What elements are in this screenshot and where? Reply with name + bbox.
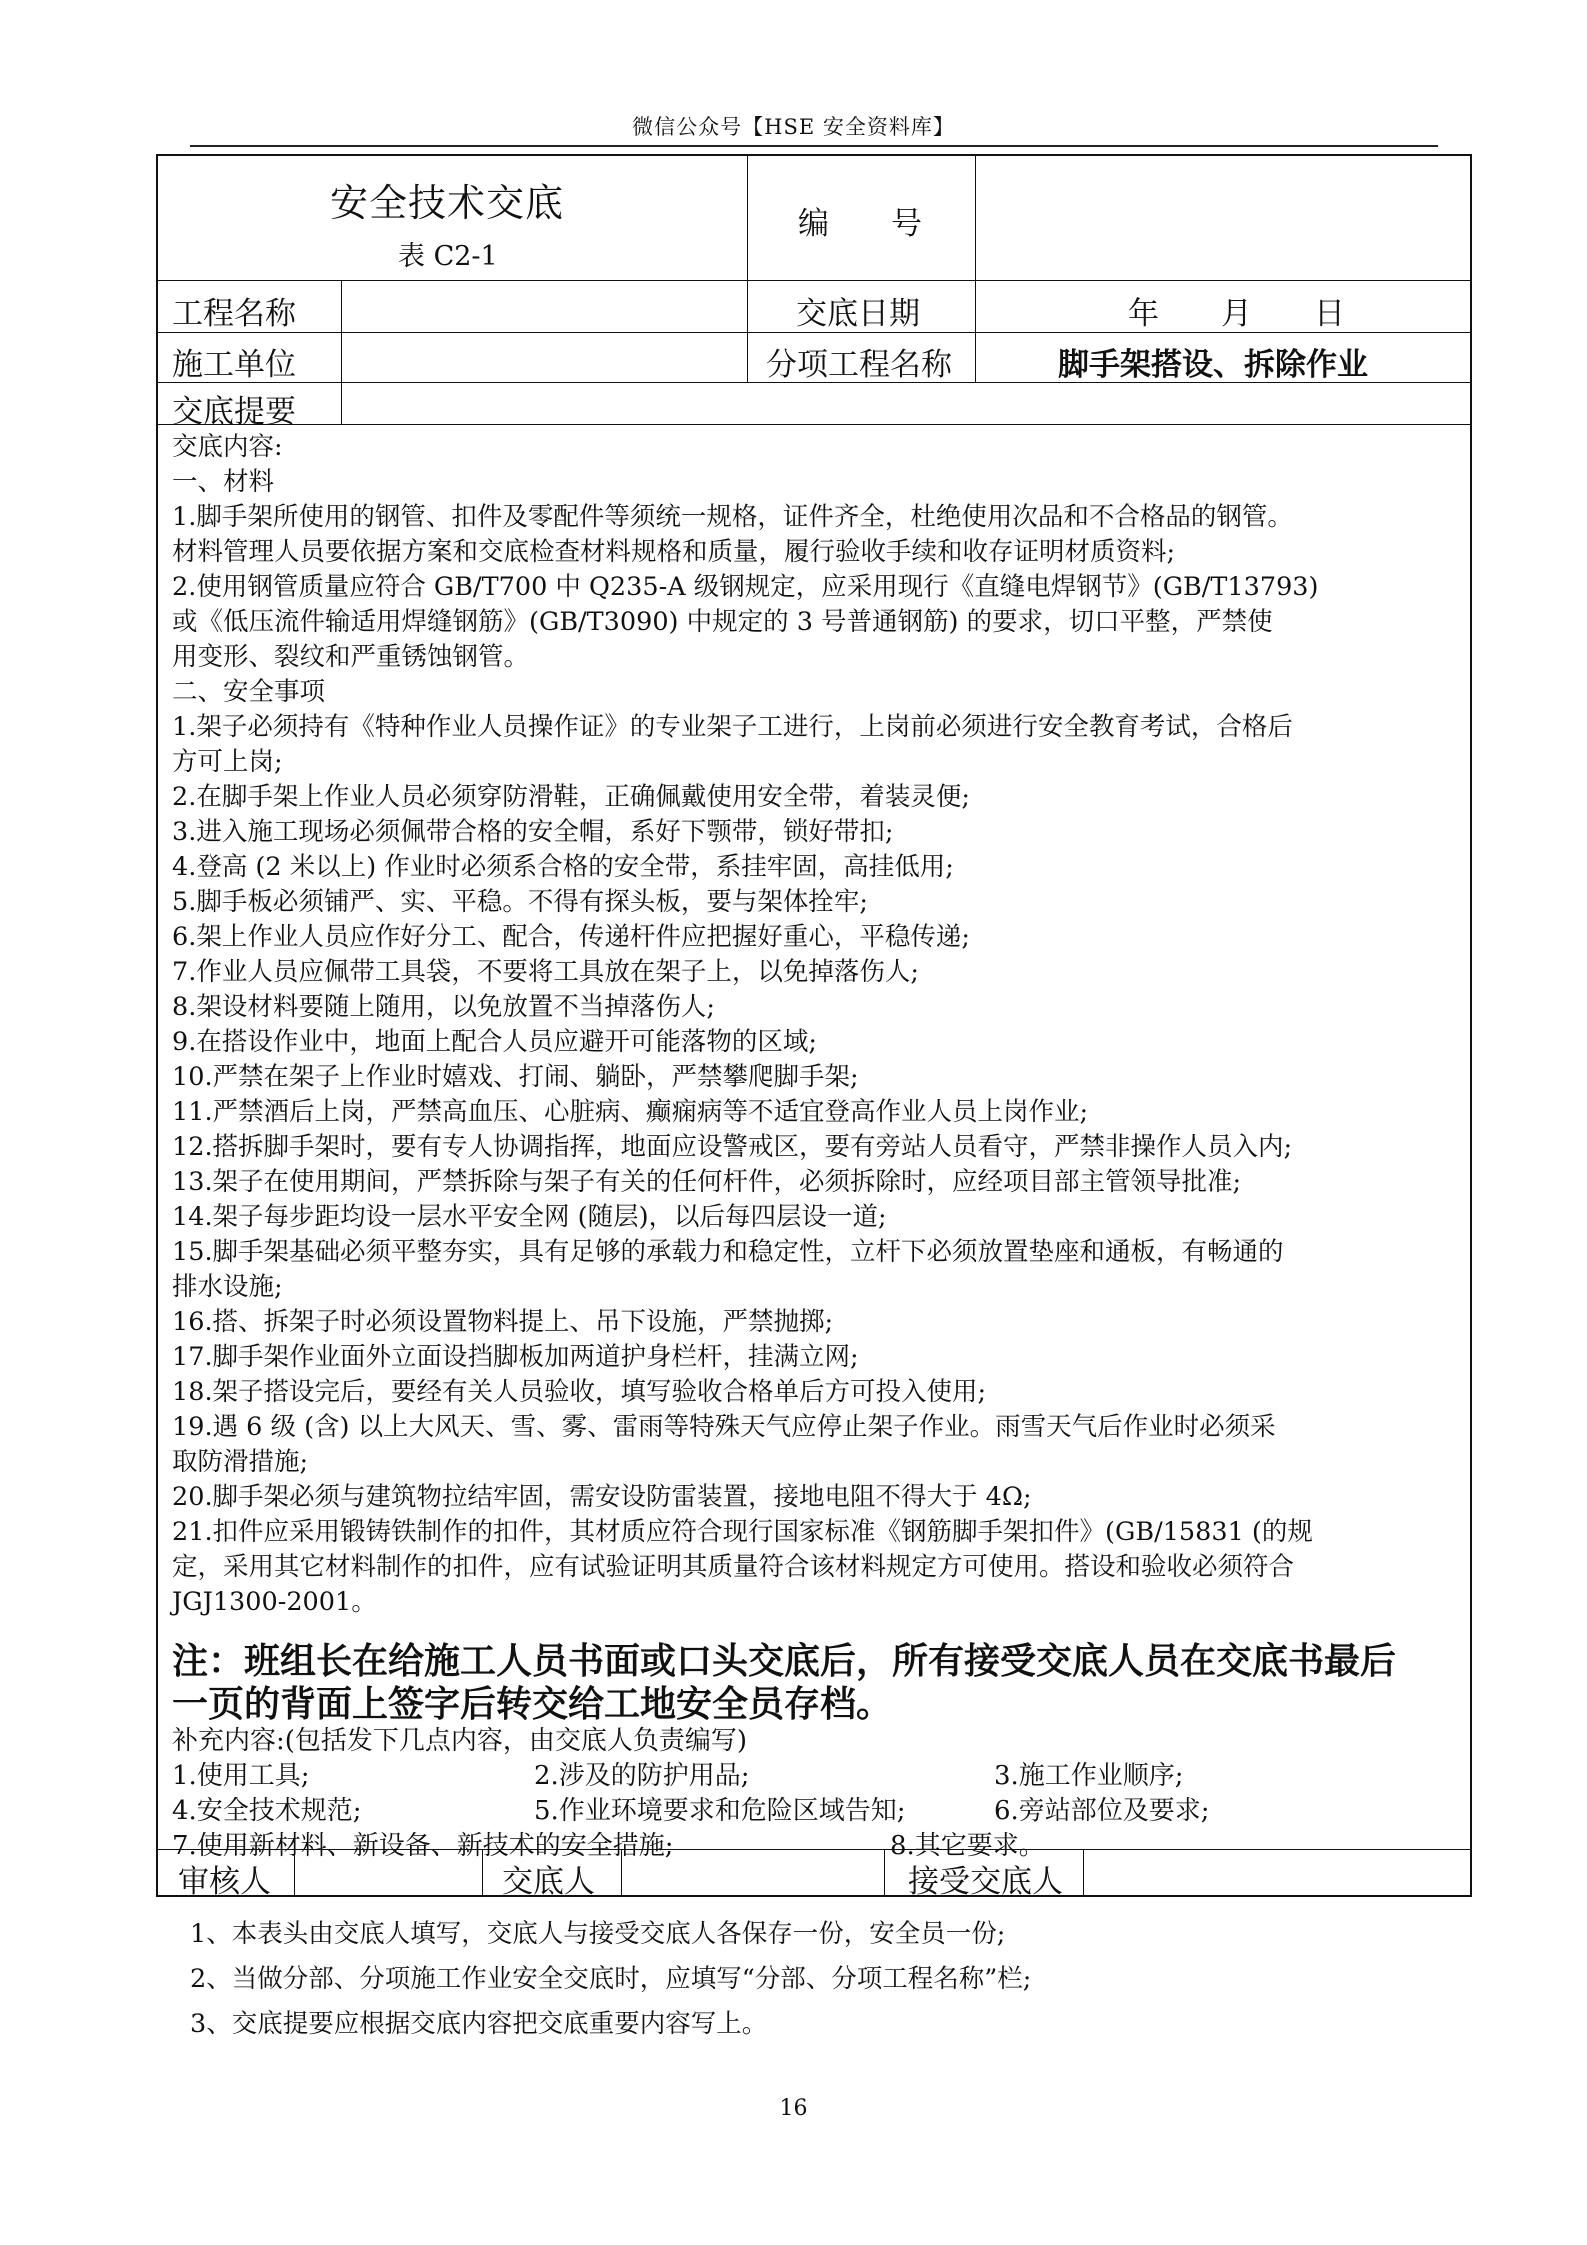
content-line: 17.脚手架作业面外立面设挡脚板加两道护身栏杆，挂满立网;	[172, 1342, 859, 1372]
note-line: 一页的背面上签字后转交给工地安全员存档。	[172, 1683, 893, 1725]
supplement-item: 7.使用新材料、新设备、新技术的安全措施;	[172, 1831, 674, 1861]
content-line: 2.使用钢管质量应符合 GB/T700 中 Q235-A 级钢规定，应采用现行《直缝电焊钢节》(GB/T13793)	[172, 572, 1319, 602]
table-number: 表 C2-1	[398, 241, 498, 272]
project-name-label: 工程名称	[172, 296, 296, 332]
content-line: 定，采用其它材料制作的扣件，应有试验证明其质量符合该材料规定方可使用。搭设和验收必须符合	[172, 1552, 1295, 1582]
note-line: 注：班组长在给施工人员书面或口头交底后，所有接受交底人员在交底书最后	[172, 1640, 1397, 1682]
supplement-item: 3.施工作业顺序;	[994, 1761, 1184, 1791]
content-line: 3.进入施工现场必须佩带合格的安全帽，系好下颚带，锁好带扣;	[172, 817, 894, 847]
receiver-label: 接受交底人	[908, 1864, 1063, 1900]
supplement-title: 补充内容:(包括发下几点内容，由交底人负责编写)	[172, 1726, 748, 1756]
summary-label: 交底提要	[172, 394, 296, 430]
receiver-signature[interactable]	[1098, 1856, 1458, 1892]
content-line: 6.架上作业人员应作好分工、配合，传递杆件应把握好重心，平稳传递;	[172, 922, 970, 952]
construction-unit-label: 施工单位	[172, 347, 296, 383]
content-line: 4.登高 (2 米以上) 作业时必须系合格的安全带，系挂牢固，高挂低用;	[172, 852, 954, 882]
content-line: 用变形、裂纹和严重锈蚀钢管。	[172, 642, 530, 672]
content-line: 1.架子必须持有《特种作业人员操作证》的专业架子工进行，上岗前必须进行安全教育考试，合格后	[172, 712, 1293, 742]
content-line: 材料管理人员要依据方案和交底检查材料规格和质量，履行验收手续和收存证明材质资料;	[172, 537, 1176, 567]
content-line: 一、材料	[172, 467, 275, 497]
content-line: 20.脚手架必须与建筑物拉结牢固，需安设防雷装置，接地电阻不得大于 4Ω;	[172, 1482, 1032, 1512]
content-line: 16.搭、拆架子时必须设置物料提上、吊下设施，严禁抛掷;	[172, 1307, 834, 1337]
supplement-item: 4.安全技术规范;	[172, 1796, 362, 1826]
content-line: 10.严禁在架子上作业时嬉戏、打闹、躺卧，严禁攀爬脚手架;	[172, 1062, 859, 1092]
supplement-section	[172, 1724, 1462, 1864]
col-divider	[975, 156, 976, 382]
page-header: 微信公众号【HSE 安全资料库】	[632, 115, 955, 139]
content-line: 方可上岗;	[172, 747, 283, 777]
content-line: 9.在搭设作业中，地面上配合人员应避开可能落物的区域;	[172, 1027, 817, 1057]
col-divider	[747, 156, 748, 382]
content-line: 8.架设材料要随上随用，以免放置不当掉落伤人;	[172, 992, 715, 1022]
form-title: 安全技术交底	[330, 181, 565, 225]
content-line: 交底内容:	[172, 432, 283, 462]
date-label: 交底日期	[796, 296, 920, 332]
content-line: 或《低压流件输适用焊缝钢筋》(GB/T3090) 中规定的 3 号普通钢筋) 的要求，切口平整，严禁使	[172, 607, 1273, 637]
supplement-item: 1.使用工具;	[172, 1761, 310, 1791]
footnote: 2、当做分部、分项施工作业安全交底时，应填写“分部、分项工程名称”栏;	[190, 1964, 1032, 1994]
supplement-item: 8.其它要求。	[890, 1831, 1045, 1861]
content-line: 12.搭拆脚手架时，要有专人协调指挥，地面应设警戒区，要有旁站人员看守，严禁非操作人员入内;	[172, 1132, 1293, 1162]
content-line: 18.架子搭设完后，要经有关人员验收，填写验收合格单后方可投入使用;	[172, 1377, 987, 1407]
content-line: JGJ1300-2001。	[172, 1587, 377, 1617]
footnote: 3、交底提要应根据交底内容把交底重要内容写上。	[190, 2009, 768, 2039]
supplement-item: 2.涉及的防护用品;	[534, 1761, 750, 1791]
archive-note	[172, 1640, 1462, 1726]
col-divider	[341, 280, 342, 424]
content-line: 7.作业人员应佩带工具袋，不要将工具放在架子上，以免掉落伤人;	[172, 957, 919, 987]
footnotes	[190, 1912, 1031, 2047]
content-line: 2.在脚手架上作业人员必须穿防滑鞋，正确佩戴使用安全带，着装灵便;	[172, 782, 970, 812]
content-line: 取防滑措施;	[172, 1447, 309, 1477]
disclosure-content	[172, 430, 1462, 1620]
supplement-item: 5.作业环境要求和危险区域告知;	[534, 1796, 906, 1826]
content-line: 19.遇 6 级 (含) 以上大风天、雪、雾、雷雨等特殊天气应停止架子作业。雨雪天气后作业时必须采	[172, 1412, 1276, 1442]
discloser-signature[interactable]	[638, 1856, 878, 1892]
safety-disclosure-form	[156, 154, 1472, 1900]
content-line: 14.架子每步距均设一层水平安全网 (随层)，以后每四层设一道;	[172, 1202, 887, 1232]
footnote: 1、本表头由交底人填写，交底人与接受交底人各保存一份，安全员一份;	[190, 1919, 1006, 1949]
content-line: 21.扣件应采用锻铸铁制作的扣件，其材质应符合现行国家标准《钢筋脚手架扣件》(GB/15831 (的规	[172, 1517, 1313, 1547]
content-line: 二、安全事项	[172, 677, 326, 707]
row-divider	[158, 424, 1470, 425]
sub-project-label: 分项工程名称	[766, 347, 952, 383]
reviewer-label: 审核人	[178, 1864, 271, 1900]
content-line: 15.脚手架基础必须平整夯实，具有足够的承载力和稳定性，立杆下必须放置垫座和通板，有畅通的	[172, 1237, 1284, 1267]
reviewer-signature[interactable]	[308, 1856, 478, 1892]
discloser-label: 交底人	[502, 1864, 595, 1900]
header-rule	[190, 145, 1438, 147]
date-value[interactable]: 年 月 日	[1128, 296, 1345, 332]
row-divider	[158, 280, 1470, 281]
sub-project-value: 脚手架搭设、拆除作业	[1058, 347, 1368, 383]
content-line: 11.严禁酒后上岗，严禁高血压、心脏病、癫痫病等不适宜登高作业人员上岗作业;	[172, 1097, 1089, 1127]
supplement-item: 6.旁站部位及要求;	[994, 1796, 1210, 1826]
page-number: 16	[779, 2096, 808, 2121]
content-line: 13.架子在使用期间，严禁拆除与架子有关的任何杆件，必须拆除时，应经项目部主管领导批准;	[172, 1167, 1242, 1197]
content-line: 1.脚手架所使用的钢管、扣件及零配件等须统一规格，证件齐全，杜绝使用次品和不合格品的钢管。	[172, 502, 1293, 532]
content-line: 5.脚手板必须铺严、实、平稳。不得有探头板，要与架体拴牢;	[172, 887, 868, 917]
content-line: 排水设施;	[172, 1272, 283, 1302]
number-label: 编 号	[798, 206, 922, 242]
